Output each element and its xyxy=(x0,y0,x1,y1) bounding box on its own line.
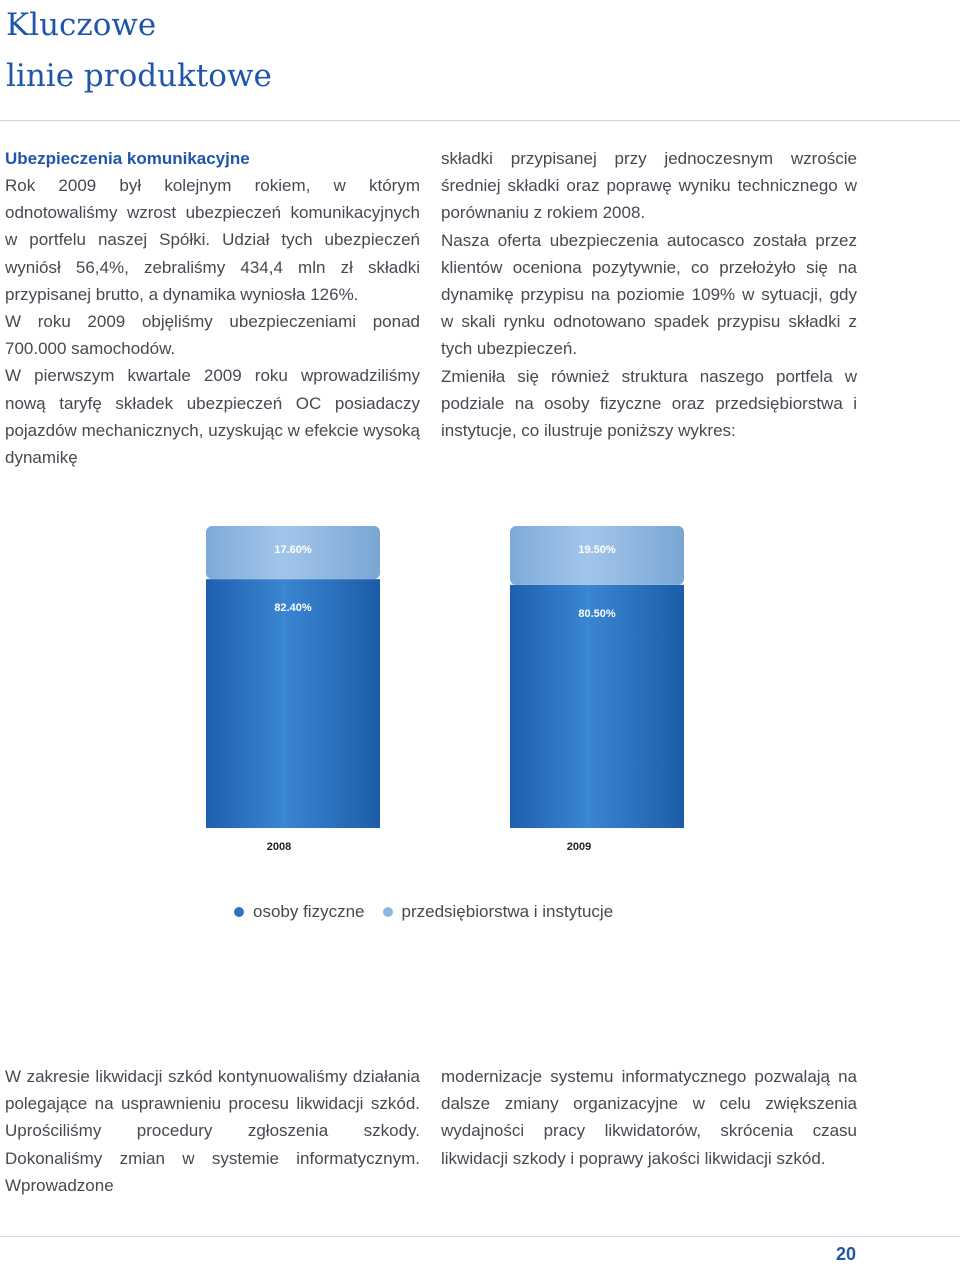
bottom-left-column xyxy=(5,1063,420,1199)
data-label-2008-przedsiebiorstwa: 17.60% xyxy=(274,544,312,556)
page-title-line1: Kluczowe xyxy=(6,7,157,43)
legend-dot-light xyxy=(383,907,393,917)
left-paragraph-3: W pierwszym kwartale 2009 roku wprowadziliśmy nową taryfę składek ubezpieczeń OC posiadaczy pojazdów mechanicznych, uzyskując w efekcie wysoką dynamikę xyxy=(5,366,420,468)
right-column xyxy=(441,145,857,444)
data-label-2009-przedsiebiorstwa: 19.50% xyxy=(578,544,616,556)
bar-2009-osoby-fizyczne xyxy=(510,585,684,828)
chart-svg xyxy=(190,510,750,860)
header-divider xyxy=(0,120,960,121)
bottom-right-column xyxy=(441,1063,857,1172)
category-label-2009: 2009 xyxy=(566,841,592,853)
portfolio-structure-chart xyxy=(190,510,750,860)
right-paragraph-1: składki przypisanej przy jednoczesnym wzroście średniej składki oraz poprawę wyniku technicznego w porównaniu z rokiem 2008. xyxy=(441,149,857,223)
footer-divider xyxy=(0,1236,960,1237)
right-paragraph-3: Zmieniła się również struktura naszego portfela w podziale na osoby fizyczne oraz przedsiębiorstwa i instytucje, co ilustruje poniższy wykres: xyxy=(441,366,857,441)
legend-item-przedsiebiorstwa xyxy=(383,902,614,922)
legend-label-2: przedsiębiorstwa i instytucje xyxy=(401,902,614,921)
legend-dot-dark xyxy=(234,907,244,917)
category-label-2008: 2008 xyxy=(266,841,292,853)
bottom-right-paragraph: modernizacje systemu informatycznego pozwalają na dalsze zmiany organizacyjne w celu zwiększenia wydajności pracy likwidatorów, skrócenia czasu likwidacji szkody i poprawy jakości likwidacji szkód. xyxy=(441,1067,857,1168)
page-title-line2: linie produktowe xyxy=(6,58,272,94)
page-number: 20 xyxy=(835,1244,856,1264)
right-paragraph-2: Nasza oferta ubezpieczenia autocasco została przez klientów oceniona pozytywnie, co przełożyło się na dynamikę przypisu na poziomie 109% w sytuacji, gdy w skali rynku odnotowano spadek przypisu składki z tych ubezpieczeń. xyxy=(441,230,857,359)
legend-item-osoby-fizyczne xyxy=(234,902,365,922)
data-label-2008-osoby-fizyczne: 82.40% xyxy=(274,602,312,615)
left-paragraph-2: W roku 2009 objęliśmy ubezpieczeniami ponad 700.000 samochodów. xyxy=(5,312,420,359)
legend-label-1: osoby fizyczne xyxy=(253,902,365,921)
left-paragraph-1: Rok 2009 był kolejnym rokiem, w którym odnotowaliśmy wzrost ubezpieczeń komunikacyjnych w portfelu naszej Spółki. Udział tych ubezpieczeń wyniósł 56,4%, zebraliśmy 434,4 mln zł składki przypisanej brutto, a dynamika wyniosła 126%. xyxy=(5,176,420,304)
chart-legend xyxy=(234,902,631,922)
left-column xyxy=(5,145,420,471)
bottom-left-paragraph: W zakresie likwidacji szkód kontynuowaliśmy działania polegające na usprawnieniu procesu likwidacji szkód. Uprościliśmy procedury zgłoszenia szkody. Dokonaliśmy zmian w systemie informatycznym. Wprowadzone xyxy=(5,1067,420,1195)
page-title xyxy=(6,0,272,102)
section-heading: Ubezpieczenia komunikacyjne xyxy=(5,149,250,168)
data-label-2009-osoby-fizyczne: 80.50% xyxy=(578,607,616,620)
bar-2008-osoby-fizyczne xyxy=(206,579,380,828)
